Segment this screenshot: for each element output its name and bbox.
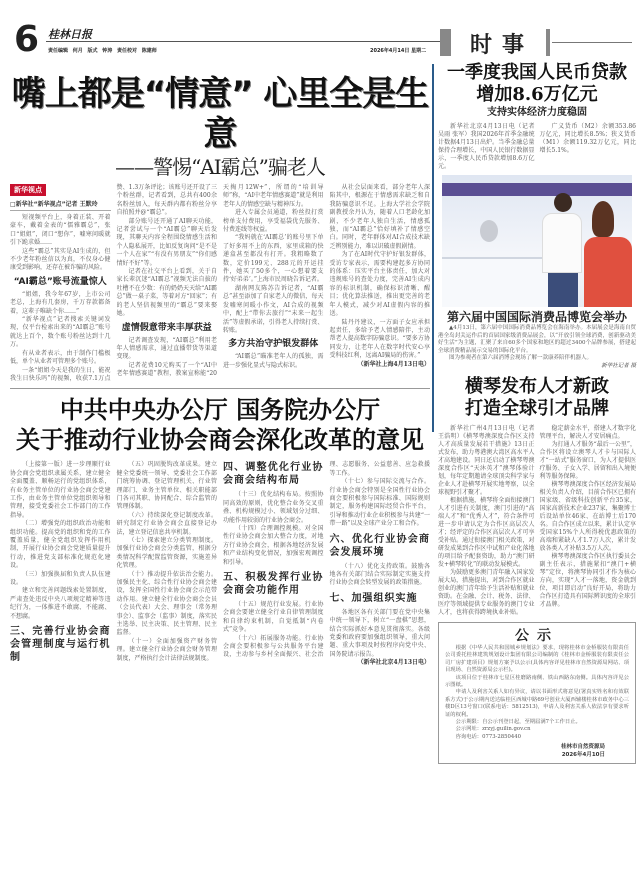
- paragraph: （十七）参与国际交流与合作。行业协会商会特别是全国性行业协会商会要积极参与国际标准、国际规则制定，服务构建国际经贸合作平台，引导和推动行业企业积极参与共建“一带一路”以及全球产业分工和合作。: [329, 478, 430, 528]
- paragraph: 湖南网友陈苏告诉记者，“AI霸总”甚至添加了自家老人的微信，每天发嘘寒问暖小作文，AI合成的视频中，配上“带你去旅行”“未来一起生活”等虚假承诺，引得老人持续打赏、转账。: [223, 284, 324, 334]
- paragraph: “我妈就在‘AI霸总’的账号里下单了好多用不上的东西，家里成箱的快递盒甚至都没有打开。我粗略数了数，定价199元、288元的开运挂件，她买了50多个，一心想着要支持‘好弟弟’。”上海市民周晓告诉记者。: [223, 234, 324, 284]
- opinion-headline-line2: 关于推动行业协会商会深化改革的意见: [16, 425, 424, 455]
- paragraph: （十六）拓展服务功能。行业协会商会要积极参与公共服务平台建设，主动参与乡村全面振兴、社会治理、志愿服务、公益慈善、应急救援等工作。: [223, 461, 430, 659]
- issue-date: 2026年4月14日 星期二: [370, 48, 427, 54]
- opinion-dateline: （新华社北京4月13日电）: [357, 659, 430, 667]
- paragraph-group: [445, 645, 629, 741]
- paragraph: 咨询电话：0773-2850440: [455, 733, 521, 740]
- loans-headline-2: 增加8.6万亿元: [476, 84, 598, 105]
- paragraph: （十八）优化支持政策。鼓励各地各有关部门结合实际制定实施支持行业协会商会转型发展的政策措施。: [329, 562, 430, 587]
- robot-head: [480, 220, 498, 242]
- hengqin-body: [438, 425, 636, 617]
- notice-date: 2026年4月10日: [561, 752, 605, 759]
- paragraph-group: [10, 214, 111, 273]
- paragraph: 一条“姐姐今天是我的生日，能祝我生日快乐吗”的视频，收获7.1万点赞、1.3万条评论；该账号还开设了三个粉丝群，记者看到，总共有400余名粉丝加入，每天群内都有粉丝分享自拍照并@“霸总”。: [10, 184, 217, 382]
- hengqin-headline-2: 打造全球引才品牌: [465, 398, 609, 419]
- paragraph: 为鼓励更多澳门青年融入国家发展大局，措施提出，对到合作区就业创业的澳门青年给予生活补贴和就业资助。在金融、会计、税务、法律、医疗等领域提供专业服务的澳门专业人才，也将获得跨境执业补贴。: [438, 569, 535, 616]
- opinion-headline-line1: 中共中央办公厅 国务院办公厅: [59, 395, 381, 425]
- paragraph: 横琴粤澳深度合作区执行委员会副主任表示，措施紧扣“澳门+横琴”定位，将澳琴协同引才作为核心方向，实现“人才一落地，资金就到位，项目即启动”良好开局，将助力合作区打造具有国际辨识度的全球引才品牌。: [539, 553, 636, 608]
- paragraph: ▲4月13日，第六届中国国际消费品博览会在海南举办。本届展会是海南自贸港全岛封关运作后的首届国家级消费品展会，以“开放引领全球消费，创新驱动美好生活”为主题，汇聚了来自60多个国家和地区的超过3400个品牌参展，搭建起全球消费精品展示交易的国际化平台。: [438, 325, 636, 354]
- paragraph: 陆丹丹建议，一方面子女应承担起责任，多给予老人情感陪伴，主动帮老人提高数字防骗意识。“要多方协同发力，让老年人在数字时代安心享受科技红利，远离AI骗局的伤害。”: [329, 318, 430, 360]
- loans-body: [438, 123, 636, 171]
- paragraph: （三）加强换届和负责人队伍建设。: [10, 570, 111, 586]
- opinion-article-body: [10, 461, 430, 667]
- paragraph: 公示期限：自公示刊登日起，至期届满7个工作日止。: [455, 719, 581, 726]
- paragraph: （二）增强党的组织政治功能和组织功能。提高党的组织和党的工作覆盖质量，健全党组织发挥作用机制，开展行业协会商会党建质量提升行动，推进党支部标准化规范化建设。: [10, 520, 111, 570]
- paragraph: 横琴粤澳深度合作区经济发展局相关负责人介绍，目前合作区已拥有国家级、省级科技创新平台35家，国家高新技术企业237家，集聚博士后设站单位46家、在站博士后170名。自合作区成立以来，累计认定享受国家15%个人所得税优惠政策的高端和紧缺人才1.7万人次，累计发放各类人才补贴3.5万人次。: [539, 481, 636, 552]
- paragraph: 图为参观者在第六届消博会现场了解一款康养陪伴机器人。: [449, 355, 593, 361]
- lead-article-body: [10, 184, 430, 383]
- xinhua-viewpoint-tag: 新华视点: [10, 184, 46, 196]
- paragraph: 记者调查发现，“AI霸总”利用老年人情感需求，通过直播带货等渠道变现。: [116, 336, 217, 361]
- header-bar: [546, 29, 550, 56]
- woman-hair: [592, 201, 614, 237]
- paragraph: 这些“霸总”其实是AI生成的，但不少老年粉丝信以为真，不仅身心健康受到影响，还存在被诈骗的风险。: [10, 247, 111, 272]
- man-trousers: [548, 273, 578, 307]
- lead-subhead-3: 多方共治守护银发群体: [228, 339, 319, 350]
- opinion-section-4: 四、调整优化行业协会商会结构布局: [223, 462, 324, 487]
- paragraph-group: [438, 123, 636, 171]
- paragraph-group: [438, 325, 636, 363]
- paragraph-group: [438, 425, 636, 617]
- paragraph: （七）探索建立分类管理制度。加强行业协会商会分类监管，根据分类情况科学配置监管资源，实施差异化管理。: [116, 536, 217, 570]
- paragraph: （十一）全面加强资产财务管理。建立健全行业协会商会财务管理制度，严格执行会计法律法规制度。: [116, 637, 217, 662]
- paragraph: 记者在社交平台上看到，关于自家长辈沉迷“AI霸总”视频无法自拔的吐槽不在少数：有的奶奶天天给“AI霸总”做一桌子菜，等着对方“回家”；有的老人坚信视频里的“霸总”要来娶她。: [116, 268, 217, 318]
- paragraph: 根据措施，横琴将全面衔接澳门人才引进有关制度，澳门引进的“高端人才”和“优秀人才”，符合条件可进一步申请认定为合作区高层次人才；经评定的合作区高层次人才可享受补贴。通过衔接澳门相关政策，对研发成果到合作区中试和产业化落地的项目给予配套资助，助力“澳门研发+横琴转化”的联动发展模式。: [438, 497, 535, 568]
- left-column: [10, 74, 430, 668]
- paragraph: （十四）合理调控规模。对全国性行业协会商会加大整合力度，对地方行业协会商会，根据各地经济发展和产业结构变化情况，加强宏观调控和引导。: [223, 524, 324, 566]
- right-column: [438, 62, 636, 764]
- masthead-logo: 桂林日报: [48, 28, 92, 41]
- paragraph-group: [330, 609, 431, 659]
- notice-title: 公示: [515, 628, 559, 644]
- paragraph: 有从业者表示，由于制作门槛极低，单个从业者可管理多个账号。: [10, 349, 111, 366]
- woman-dress: [584, 237, 632, 307]
- man-head: [554, 193, 572, 212]
- opinion-headline: [10, 395, 430, 455]
- paragraph: 广义货币（M2）余额353.86万亿元，同比增长8.5%；狭义货币（M1）余额119.32万亿元，同比增长5.1%。: [539, 123, 636, 154]
- paragraph: 建立和完善问题线索处置制度，严肃查处违反中央八项规定精神等违纪行为，一体推进不敢腐、不能腐、不想腐。: [10, 587, 111, 620]
- opinion-section-7: 七、加强组织实施: [329, 592, 418, 604]
- paragraph-group: [117, 461, 218, 663]
- paragraph: （十三）优化结构布局。按照协同高效的原则，优化整合业务交叉重叠、机构规模过小、领域划分过细、功能作用较弱的行业协会商会。: [223, 491, 324, 524]
- public-notice-box: [438, 622, 636, 764]
- lead-subheadline: ——警惕“AI霸总”骗老人: [115, 155, 325, 179]
- header-block: [440, 29, 451, 56]
- lead-byline: □新华社“新华视点”记者 王默玲: [10, 199, 111, 211]
- paragraph: （六）持续深化登记制度改革。研究制定行业协会商会直接登记办法，建立登记信息共享机制。: [116, 511, 217, 536]
- opinion-section-3: 三、完善行业协会商会管理制度与运行机制: [10, 626, 111, 664]
- lead-subhead-2: 虚情假意带来丰厚获益: [121, 322, 212, 333]
- expo-banner: [442, 183, 632, 196]
- paragraph: 从社会层面来看，部分老年人深陷其中，根源在于情感需求缺乏和自我防骗意识不足。上海大学社会学院副教授余丹认为，随着人口老龄化加剧，不少老年人独自生活，情感孤独，而“AI霸总”恰好填补了情感空白。同时，老年群体对AI合成技术缺乏辨别能力，难以识破虚假剧情。: [329, 184, 430, 250]
- photo-credit: 新华社记者 摄: [601, 362, 636, 369]
- paragraph: 公示网址：zrzyj.guilin.gov.cn: [455, 726, 531, 733]
- paragraph: 进入专属会员通道，粉丝投打赏榜单支付费用，享受福袋优先服务、付费连线等权益。: [223, 209, 324, 234]
- section-title: 时事: [470, 32, 535, 58]
- paragraph-group: [330, 563, 431, 588]
- man-shirt: [542, 213, 582, 273]
- opinion-section-5: 五、积极发挥行业协会商会功能作用: [223, 571, 324, 596]
- notice-issuer: 桂林市自然资源局: [560, 744, 605, 751]
- paragraph: 根据《中华人民共和国城乡规划法》要求，现将桂林市金桥服装有限责任公司委托桂林建筑规划设计集团有限公司编制的《桂林市金桥服装有限责任公司厂房扩建项目》规划方案予以公示(具体内容详见桂林市自然资源局网站、项目现场、自然资源局公示栏)。: [445, 645, 629, 674]
- paragraph: 该项目位于桂林市七星区桂磨路南侧、铁山西路东南侧。具体内容详见公示图纸。: [445, 674, 629, 689]
- editors-line: 责任编辑 何月 版式 钟涛 责任校对 陈建师: [48, 48, 157, 54]
- article-divider: [10, 388, 430, 389]
- expo-title: 第六届中国国际消费品博览会举办: [446, 310, 627, 324]
- paragraph: 为打通人才服务“最后一公里”，合作区将设立澳琴人才卡与国际人才“一站式”服务窗口，为人才提供医疗服务、子女入学、居留和出入境便利等服务保障。: [539, 441, 636, 480]
- paragraph: 记者花费10元购买了一个“AI中老年情感赛道”教程，教案宣称能“20天掏月12W+”，所谓的“培训导师”称，“AI中老年情感赛道”就是利用老年人的情感空缺与精神压力。: [116, 184, 324, 378]
- paragraph: （十）推动提升依法治会能力。加强民主化、综合性行业协会商会建设，发挥全国性行业协会商会示范带动作用。建立健全行业协会商会会员（会员代表）大会、理事会（常务理事会）、监事会（监事）制度，落实民主选举、民主决策、民主管理、民主监督。: [116, 570, 217, 637]
- paragraph: （十五）规范行业发展。行业协会商会要建立健全行业自律管理制度和自律约束机制，自觉抵制“内卷式”竞争。: [223, 600, 324, 634]
- loans-headline-1: 一季度我国人民币贷款: [447, 62, 627, 83]
- paragraph: 部分账号还开通了AI聊天功能，记者尝试与一个“AI霸总”聊天后发现，其聊天内容全程围绕情感生活和个人隐私展开，比如反复询问“是不是一个人在家”“有没有男朋友”“你们感情好不好”等。: [116, 217, 217, 267]
- paragraph: 申请人及利害关系人如有异议，请以书面形式将意见(署真实姓名和有效联系方式)于公示期内送达临桂区西城中路69号创业大厦西辅楼桂林市政务中心三楼D区13号窗口(联系电话：5812513)，申请人及利害关系人依法享有要求听证的权利。: [445, 689, 629, 718]
- opinion-section-6: 六、优化行业协会商会发展环境: [329, 533, 430, 558]
- expo-caption: [438, 325, 636, 370]
- header-rule-right: [552, 42, 632, 43]
- paragraph: “AI霸总”瞄准老年人的孤独，需进一步强化显式与隐式标识。: [223, 353, 324, 369]
- loans-subheadline: 支持实体经济力度稳固: [487, 107, 587, 118]
- page-number: 6: [14, 19, 40, 60]
- paragraph: 稳定薪金水平，搭建人才数字化管理平台，解决人才安居痛点。: [539, 425, 636, 440]
- column-rule: [432, 64, 434, 432]
- hengqin-headline-1: 横琴发布人才新政: [465, 376, 609, 397]
- expo-photo: [442, 175, 632, 307]
- paragraph: 新华社广州4月13日电（记者 王浩明）《横琴粤澳深度合作区支持人才高质量发展若干措施》13日正式发布，助力粤港澳大湾区高水平人才高地建设。同日还启动了横琴粤澳深度合作区“天沐英才”澳琴体验计划，每年定期邀请全球顶尖科学家与企业人才赴横琴开展实地考察，以全球视野引才聚才。: [438, 425, 535, 496]
- paragraph: 为了在AI时代守护好银发群体，受访专家表示，需要构建起多方协同的体系：压实平台主体责任，加大对违规账号的查处力度，完善AI生成内容的标识机制，确保标识清晰、醒目；优化算法推送，推出更完善的老年人模式，减少对AI虚假内容的推送。: [329, 251, 430, 318]
- header-rule: [46, 41, 440, 42]
- paragraph: 各地区各有关部门要在党中央集中统一领导下，树立“一盘棋”思想，结合实际抓好本意见贯彻落实。各级党委和政府要加强组织领导，重大问题、重大事项及时按程序向党中央、国务院请示报告。: [329, 608, 430, 658]
- lead-headline: 嘴上都是“情意” 心里全是生意: [11, 74, 429, 154]
- paragraph: 新华社北京4月13日电（记者 吴雨 张军）我国2026年首季金融统计数据4月13日出炉。当季金融总量保持合理增长，中国人民银行数据显示，一季度人民币贷款增加8.6万亿元。: [438, 123, 535, 170]
- exhibit-counter: [442, 257, 554, 307]
- paragraph: （五）巩固脱钩改革成果。建立健全党委统一领导、党委社会工作部门统筹协调、登记管理机关、行业管理部门、业务主管单位、相关职能部门各司其职、协同配合、综合监管的管理体制。: [116, 461, 217, 511]
- paragraph: 短视频平台上，身着正装、开着豪车，戴着金表的“儒雅霸总”，张口“姐姐”，闭口“想你”，嘘寒问暖就引下跪求婚……: [10, 214, 111, 247]
- paragraph-group: [223, 491, 324, 567]
- lead-subhead-1: “AI霸总”账号流量惊人: [13, 276, 107, 287]
- paragraph: “新华视点”记者搜索关键词发现，仅平台检索出来的“AI霸总”账号就达上百个，数个账号粉丝达到十几万。: [10, 316, 111, 349]
- paragraph-group: [10, 461, 111, 621]
- paragraph: （上接第一版）进一步理顺行业协会商会党组织隶属关系，建立健全全面覆盖、顺畅运行的党组织体系，有业务主管单位的行业协会商会党建工作，由业务主管单位党组织领导和管理，接受党委社会工作部门的工作指导。: [10, 461, 111, 519]
- lead-dateline: （新华社上海4月13日电）: [357, 360, 430, 368]
- paragraph: “姐姐，我今年67岁，上市公司老总，上海有几套房，千万存款都备着，这辈子唯缺个你……”: [10, 290, 111, 315]
